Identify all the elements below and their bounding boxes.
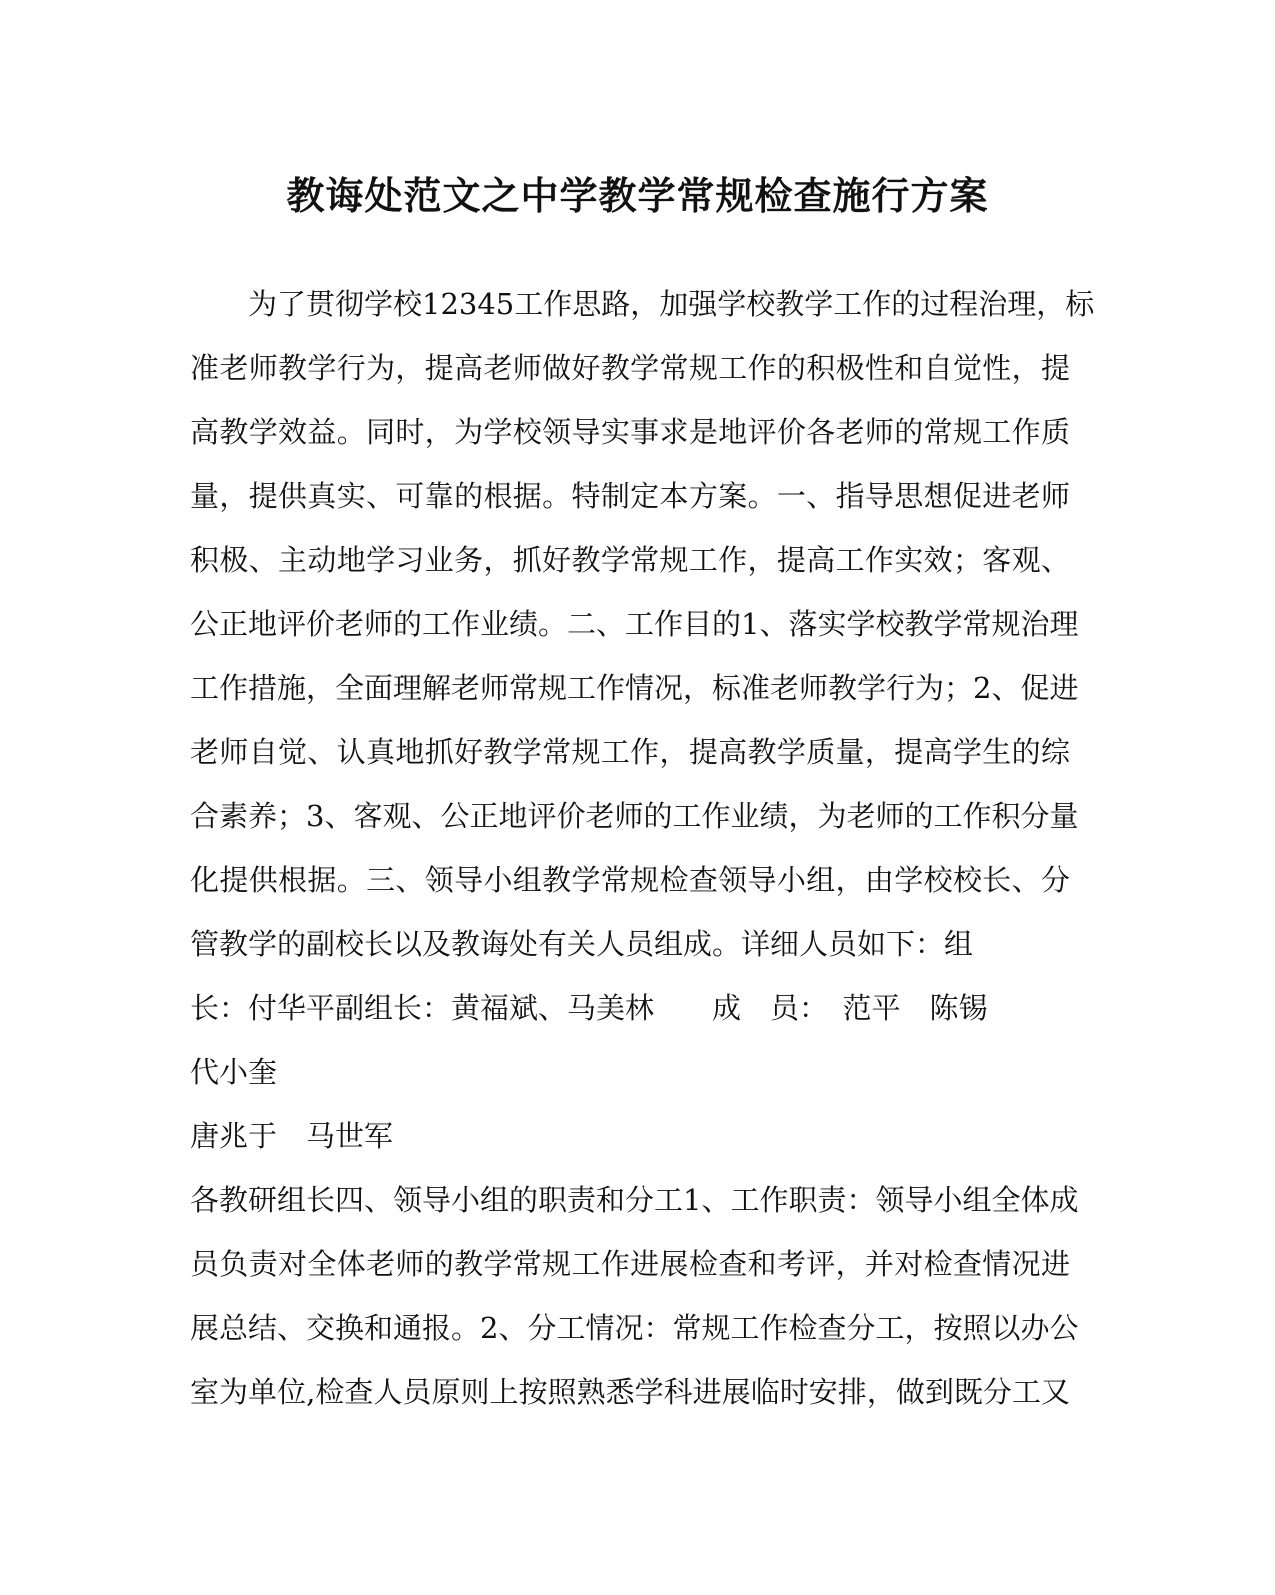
body-line-7: 工作措施，全面理解老师常规工作情况，标准老师教学行为；2、促进 (190, 671, 1079, 705)
document-title: 教诲处范文之中学教学常规检查施行方案 (286, 173, 989, 218)
body-line-10: 化提供根据。三、领导小组教学常规检查领导小组，由学校校长、分 (190, 863, 1070, 897)
body-line-2: 准老师教学行为，提高老师做好教学常规工作的积极性和自觉性，提 (190, 351, 1070, 385)
body-line-15: 各教研组长四、领导小组的职责和分工1、工作职责：领导小组全体成 (190, 1183, 1079, 1217)
body-line-6: 公正地评价老师的工作业绩。二、工作目的1、落实学校教学常规治理 (190, 607, 1079, 641)
body-line-12: 长：付华平副组长：黄福斌、马美林 成 员： 范平 陈锡 (190, 991, 988, 1025)
body-line-5: 积极、主动地学习业务，抓好教学常规工作，提高工作实效；客观、 (190, 543, 1070, 577)
body-line-11: 管教学的副校长以及教诲处有关人员组成。详细人员如下：组 (190, 927, 974, 961)
body-line-1: 为了贯彻学校12345工作思路，加强学校教学工作的过程治理，标 (248, 287, 1095, 321)
body-line-8: 老师自觉、认真地抓好教学常规工作，提高教学质量，提高学生的综 (190, 735, 1070, 769)
body-line-18: 室为单位,检查人员原则上按照熟悉学科进展临时安排，做到既分工又 (190, 1375, 1070, 1409)
body-line-14: 唐兆于 马世军 (190, 1119, 394, 1153)
body-line-17: 展总结、交换和通报。2、分工情况：常规工作检查分工，按照以办公 (190, 1311, 1079, 1345)
body-line-3: 高教学效益。同时，为学校领导实事求是地评价各老师的常规工作质 (190, 415, 1070, 449)
body-line-13: 代小奎 (190, 1055, 278, 1089)
body-line-4: 量，提供真实、可靠的根据。特制定本方案。一、指导思想促进老师 (190, 479, 1070, 513)
document-body (190, 272, 1095, 1424)
body-line-16: 员负责对全体老师的教学常规工作进展检查和考评，并对检查情况进 (190, 1247, 1070, 1281)
body-line-9: 合素养；3、客观、公正地评价老师的工作业绩，为老师的工作积分量 (190, 799, 1079, 833)
